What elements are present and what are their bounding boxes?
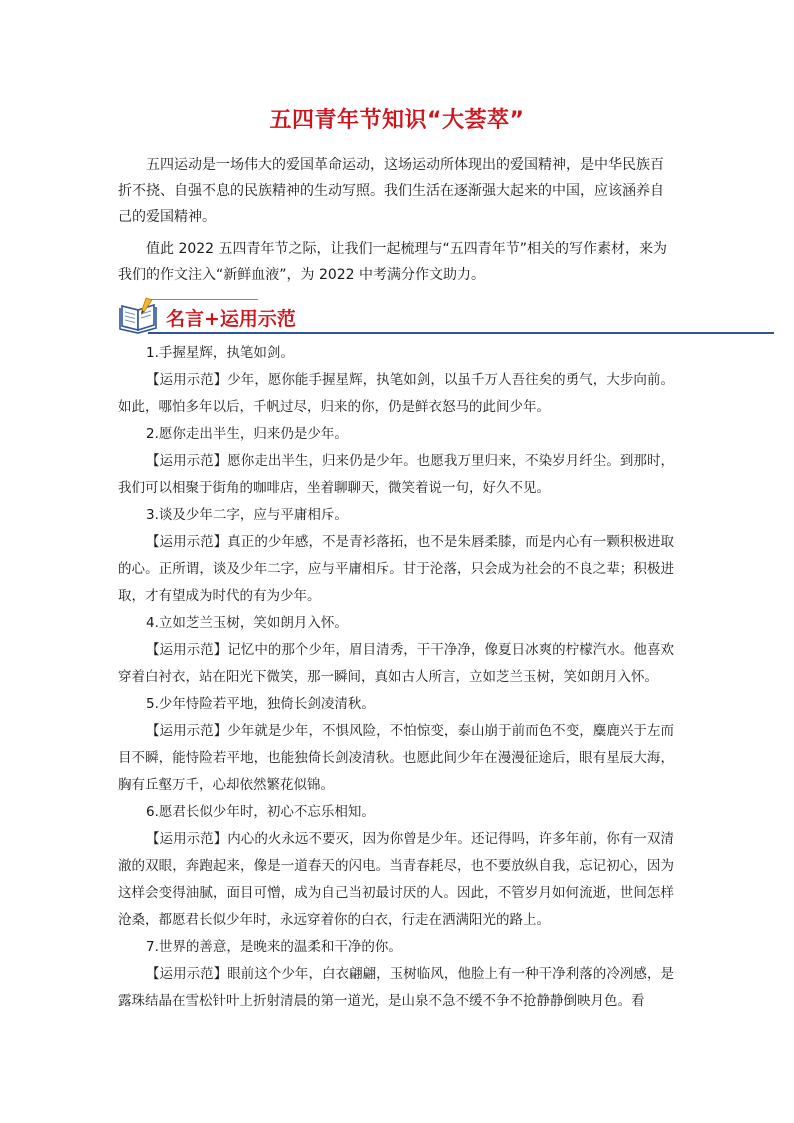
quote-list <box>118 340 674 1015</box>
section-header <box>118 296 774 336</box>
usage-example: 【运用示范】少年就是少年，不惧风险，不怕惊变，泰山崩于前而色不变，麋鹿兴于左而目不瞬，能恃险若平地，也能独倚长剑凌清秋。也愿此间少年在漫漫征途后，眼有星辰大海，胸有丘壑万千，心却依然繁花似锦。 <box>118 723 674 793</box>
quote-heading: 5.少年恃险若平地，独倚长剑凌清秋。 <box>146 696 375 712</box>
section-title: 名言+运用示范 <box>166 308 296 330</box>
quote-heading: 1.手握星辉，执笔如剑。 <box>146 345 294 361</box>
divider <box>148 299 258 300</box>
usage-example: 【运用示范】眼前这个少年，白衣翩翩，玉树临风，他脸上有一种干净利落的冷冽感，是露珠结晶在雪松针叶上折射清晨的第一道光，是山泉不急不缓不争不抢静静倒映月色。看 <box>118 966 674 1009</box>
quote-heading: 2.愿你走出半生，归来仍是少年。 <box>146 426 348 442</box>
quote-heading: 6.愿君长似少年时，初心不忘乐相知。 <box>146 804 375 820</box>
quote-heading: 4.立如芝兰玉树，笑如朗月入怀。 <box>146 615 348 631</box>
usage-example: 【运用示范】记忆中的那个少年，眉目清秀，干干净净，像夏日冰爽的柠檬汽水。他喜欢穿着白衬衣，站在阳光下微笑，那一瞬间，真如古人所言，立如芝兰玉树，笑如朗月入怀。 <box>118 642 674 685</box>
usage-example: 【运用示范】真正的少年感，不是青衫落拓，也不是朱唇柔膝，而是内心有一颗积极进取的心。正所谓，谈及少年二字，应与平庸相斥。甘于沦落，只会成为社会的不良之辈；积极进取，才有望成为时代的有为少年。 <box>118 534 674 604</box>
quote-heading: 3.谈及少年二字，应与平庸相斥。 <box>146 507 348 523</box>
intro-paragraph: 值此 2022 五四青年节之际，让我们一起梳理与“五四青年节”相关的写作素材，来为我们的作文注入“新鲜血液”，为 2022 中考满分作文助力。 <box>118 241 668 283</box>
page-title: 五四青年节知识“大荟萃” <box>269 108 525 133</box>
open-book-icon <box>118 296 162 334</box>
quote-heading: 7.世界的善意，是晚来的温柔和干净的你。 <box>146 939 402 955</box>
section-divider <box>148 332 774 334</box>
usage-example: 【运用示范】少年，愿你能手握星辉，执笔如剑，以虽千万人吾往矣的勇气，大步向前。如此，哪怕多年以后，千帆过尽，归来的你，仍是鲜衣怒马的此间少年。 <box>118 372 674 415</box>
usage-example: 【运用示范】内心的火永远不要灭，因为你曾是少年。还记得吗，许多年前，你有一双清澈的双眼，奔跑起来，像是一道春天的闪电。当青春耗尽，也不要放纵自我，忘记初心，因为这样会变得油腻，面目可憎，成为自己当初最讨厌的人。因此，不管岁月如何流逝，世间怎样沧桑，都愿君长似少年时，永远穿着你的白衣，行走在洒满阳光的路上。 <box>118 831 674 928</box>
usage-example: 【运用示范】愿你走出半生，归来仍是少年。也愿我万里归来，不染岁月纤尘。到那时，我们可以相聚于街角的咖啡店，坐着聊聊天，微笑着说一句，好久不见。 <box>118 453 674 496</box>
intro-paragraph: 五四运动是一场伟大的爱国革命运动，这场运动所体现出的爱国精神，是中华民族百折不挠、自强不息的民族精神的生动写照。我们生活在逐渐强大起来的中国，应该涵养自己的爱国精神。 <box>118 157 664 225</box>
